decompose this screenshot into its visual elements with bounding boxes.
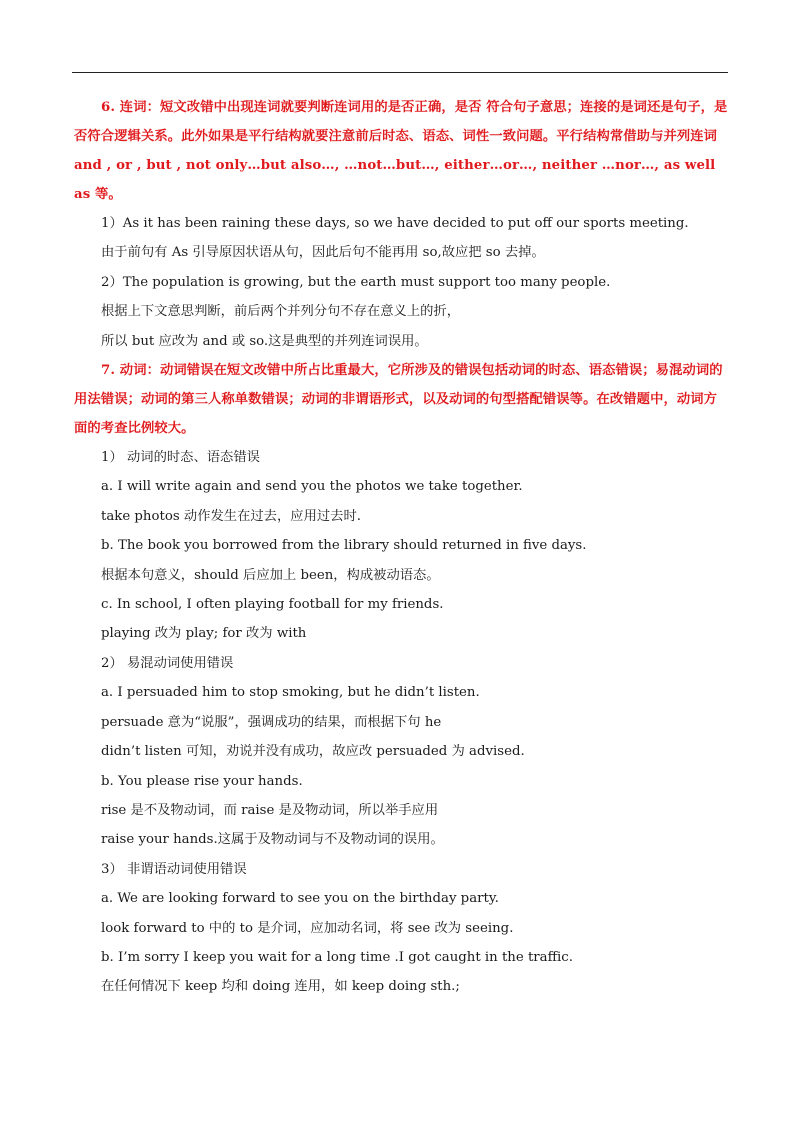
section-7-heading: 7. 动词：动词错误在短文改错中所占比重最大，它所涉及的错误包括动词的时态、语态错误；易混动词的用法错误；动词的第三人称单数错误；动词的非谓语形式，以及动词的句型搭配错误等。在改错题中，动词方面的考查比例较大。 bbox=[74, 363, 723, 437]
section-7-line-17: look forward to 中的 to 是介词，应加动名词，将 see 改为 seeing. bbox=[101, 920, 514, 936]
section-6-heading: 6. 连词：短文改错中出现连词就要判断连词用的是否正确，是否 符合句子意思；连接的是词还是句子，是否符合逻辑关系。此外如果是平行结构就要注意前后时态、语态、词性一致问题。平行结构常借助与并列连词 and , or , but , not only…but also…, …not…but…, either…or…, neither …nor…, as well as 等。 bbox=[74, 100, 728, 202]
section-7-line-9: a. I persuaded him to stop smoking, but he didn’t listen. bbox=[101, 685, 480, 701]
section-7-line-14: raise your hands.这属于及物动词与不及物动词的误用。 bbox=[101, 832, 444, 848]
header-rule bbox=[72, 72, 728, 73]
section-7-line-16: a. We are looking forward to see you on the birthday party. bbox=[101, 891, 499, 907]
section-7-line-3: take photos 动作发生在过去，应用过去时. bbox=[101, 508, 361, 524]
section-7-line-11: didn’t listen 可知，劝说并没有成功，故应改 persuaded 为 advised. bbox=[101, 744, 525, 760]
section-7-line-12: b. You please rise your hands. bbox=[101, 773, 303, 789]
section-7-line-18: b. I’m sorry I keep you wait for a long time .I got caught in the traffic. bbox=[101, 949, 573, 965]
section-6-line-3: 2）The population is growing, but the earth must support too many people. bbox=[101, 274, 611, 290]
section-6-line-2: 由于前句有 As 引导原因状语从句，因此后句不能再用 so,故应把 so 去掉。 bbox=[101, 245, 545, 261]
section-7-line-2: a. I will write again and send you the photos we take together. bbox=[101, 479, 523, 495]
section-7-line-15: 3） 非谓语动词使用错误 bbox=[101, 861, 247, 877]
section-6-line-4: 根据上下文意思判断，前后两个并列分句不存在意义上的折， bbox=[101, 304, 461, 320]
document-body bbox=[74, 93, 728, 1002]
section-7-line-8: 2） 易混动词使用错误 bbox=[101, 655, 234, 671]
section-7-line-13: rise 是不及物动词，而 raise 是及物动词，所以举手应用 bbox=[101, 802, 439, 818]
section-7-line-10: persuade 意为“说服”，强调成功的结果，而根据下句 he bbox=[101, 714, 442, 730]
section-7-line-1: 1） 动词的时态、语态错误 bbox=[101, 450, 260, 466]
section-6-line-5: 所以 but 应改为 and 或 so.这是典型的并列连词误用。 bbox=[101, 333, 428, 349]
section-7-line-4: b. The book you borrowed from the library should returned in five days. bbox=[101, 538, 587, 554]
section-7-line-7: playing 改为 play; for 改为 with bbox=[101, 626, 307, 642]
section-7-line-5: 根据本句意义，should 后应加上 been，构成被动语态。 bbox=[101, 567, 440, 583]
section-6-line-1: 1）As it has been raining these days, so we have decided to put off our sports meeting. bbox=[101, 216, 689, 231]
section-7-line-6: c. In school, I often playing football for my friends. bbox=[101, 597, 444, 613]
section-7-line-19: 在任何情况下 keep 均和 doing 连用，如 keep doing sth.; bbox=[101, 979, 460, 995]
